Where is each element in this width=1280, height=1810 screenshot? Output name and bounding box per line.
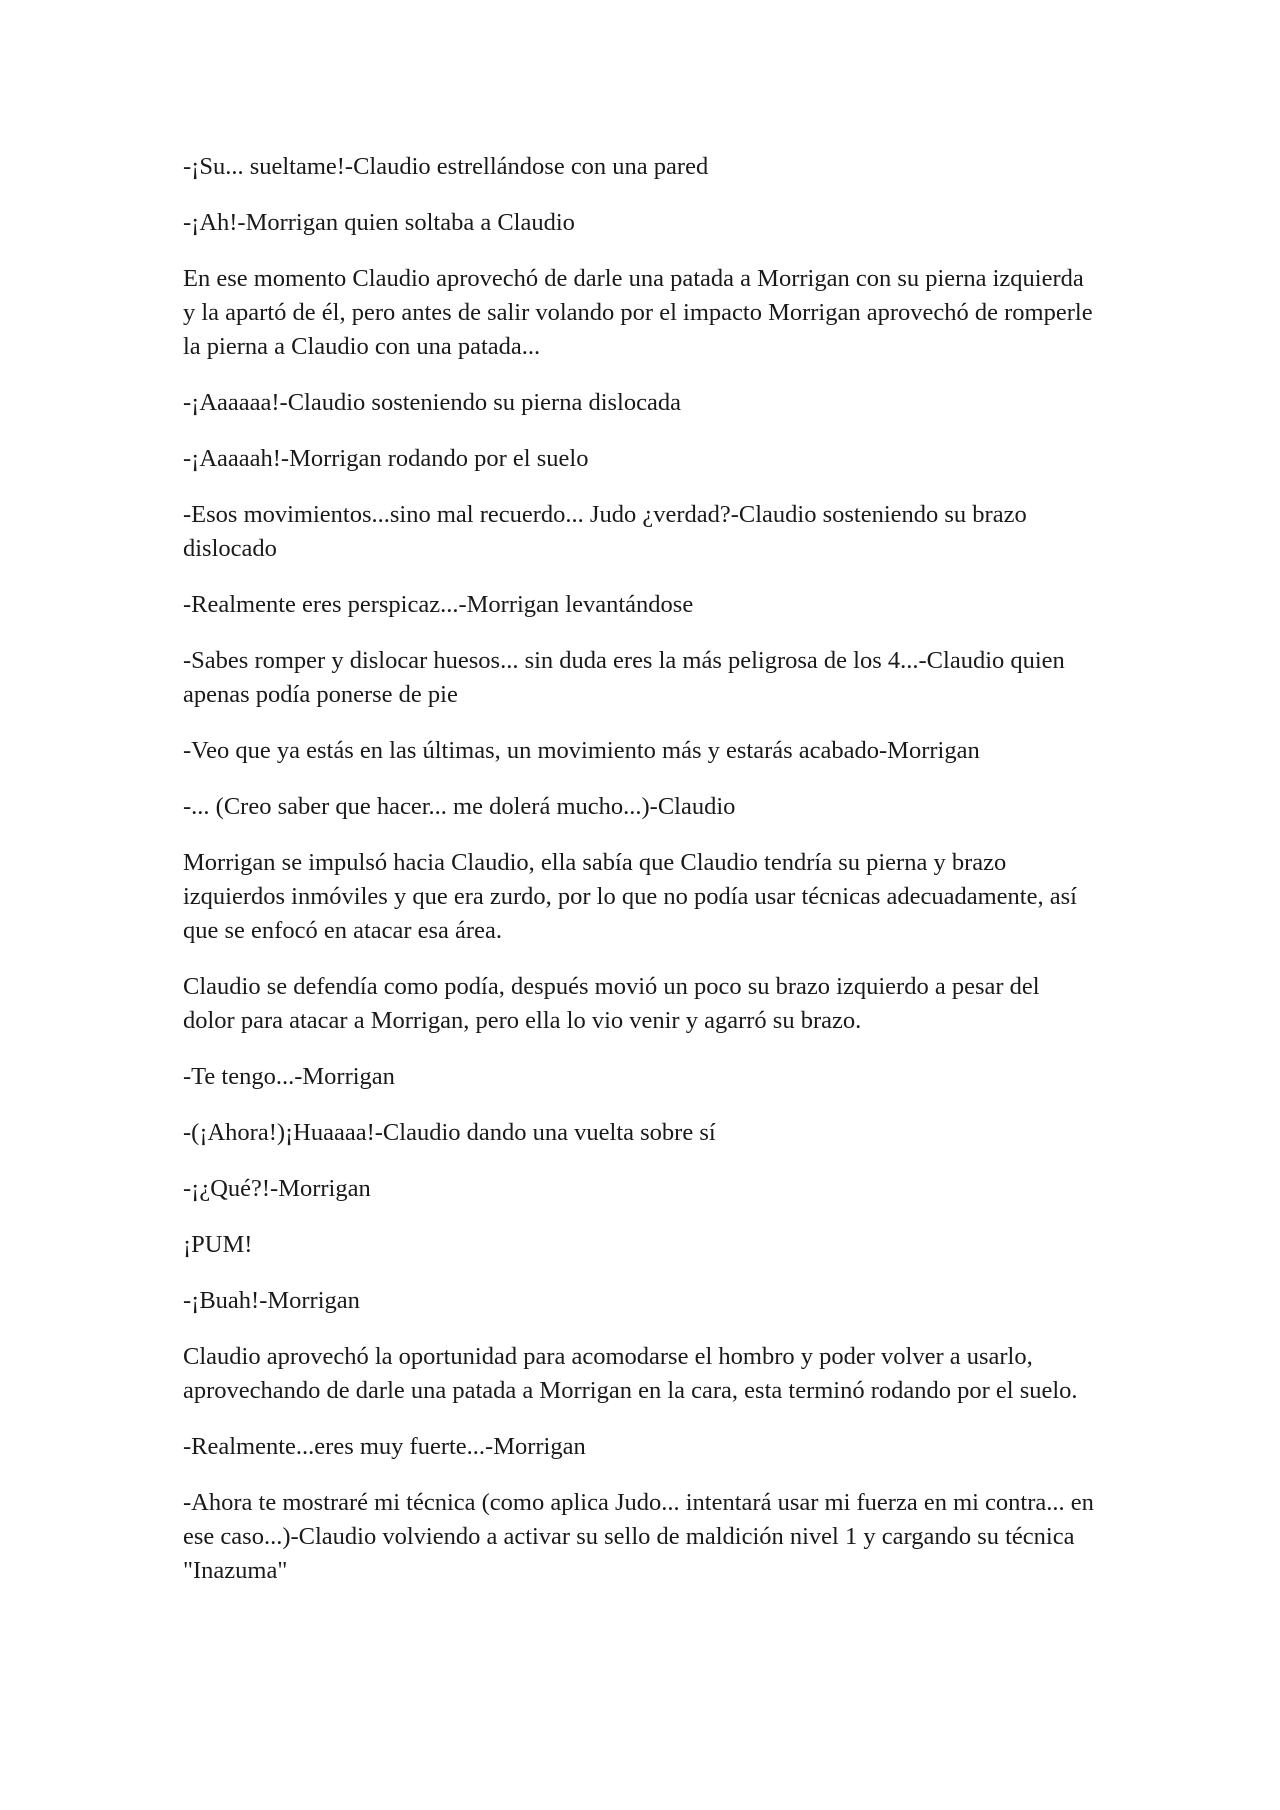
paragraph: -Realmente...eres muy fuerte...-Morrigan bbox=[183, 1433, 586, 1460]
paragraph: -¡Aaaaah!-Morrigan rodando por el suelo bbox=[183, 445, 589, 472]
paragraph: Morrigan se impulsó hacia Claudio, ella sabía que Claudio tendría su pierna y brazo izquierdos inmóviles y que era zurdo, por lo que no podía usar técnicas adecuadamente, así que se enfocó en atacar esa área. bbox=[183, 849, 1077, 944]
paragraph: ¡PUM! bbox=[183, 1231, 253, 1258]
paragraph: -Sabes romper y dislocar huesos... sin duda eres la más peligrosa de los 4...-Claudio quien apenas podía ponerse de pie bbox=[183, 647, 1065, 708]
paragraph: -Veo que ya estás en las últimas, un movimiento más y estarás acabado-Morrigan bbox=[183, 737, 980, 764]
paragraph: -Ahora te mostraré mi técnica (como aplica Judo... intentará usar mi fuerza en mi contra... en ese caso...)-Claudio volviendo a activar su sello de maldición nivel 1 y cargando su técnica "Inazuma" bbox=[183, 1489, 1094, 1584]
paragraph: -Esos movimientos...sino mal recuerdo... Judo ¿verdad?-Claudio sosteniendo su brazo dislocado bbox=[183, 501, 1027, 562]
paragraph: Claudio se defendía como podía, después movió un poco su brazo izquierdo a pesar del dolor para atacar a Morrigan, pero ella lo vio venir y agarró su brazo. bbox=[183, 973, 1040, 1034]
paragraph: -... (Creo saber que hacer... me dolerá mucho...)-Claudio bbox=[183, 793, 736, 820]
document-body bbox=[183, 150, 1095, 1610]
paragraph: -¡Aaaaaa!-Claudio sosteniendo su pierna dislocada bbox=[183, 389, 681, 416]
paragraph: -Realmente eres perspicaz...-Morrigan levantándose bbox=[183, 591, 694, 618]
paragraph: -(¡Ahora!)¡Huaaaa!-Claudio dando una vuelta sobre sí bbox=[183, 1119, 716, 1146]
paragraph: -Te tengo...-Morrigan bbox=[183, 1063, 395, 1090]
paragraph: -¡¿Qué?!-Morrigan bbox=[183, 1175, 371, 1202]
paragraph: -¡Buah!-Morrigan bbox=[183, 1287, 360, 1314]
paragraph: -¡Ah!-Morrigan quien soltaba a Claudio bbox=[183, 209, 575, 236]
paragraph: En ese momento Claudio aprovechó de darle una patada a Morrigan con su pierna izquierda y la apartó de él, pero antes de salir volando por el impacto Morrigan aprovechó de romperle la pierna a Claudio con una patada... bbox=[183, 265, 1093, 360]
paragraph: -¡Su... sueltame!-Claudio estrellándose con una pared bbox=[183, 153, 709, 180]
paragraph: Claudio aprovechó la oportunidad para acomodarse el hombro y poder volver a usarlo, aprovechando de darle una patada a Morrigan en la cara, esta terminó rodando por el suelo. bbox=[183, 1343, 1078, 1404]
